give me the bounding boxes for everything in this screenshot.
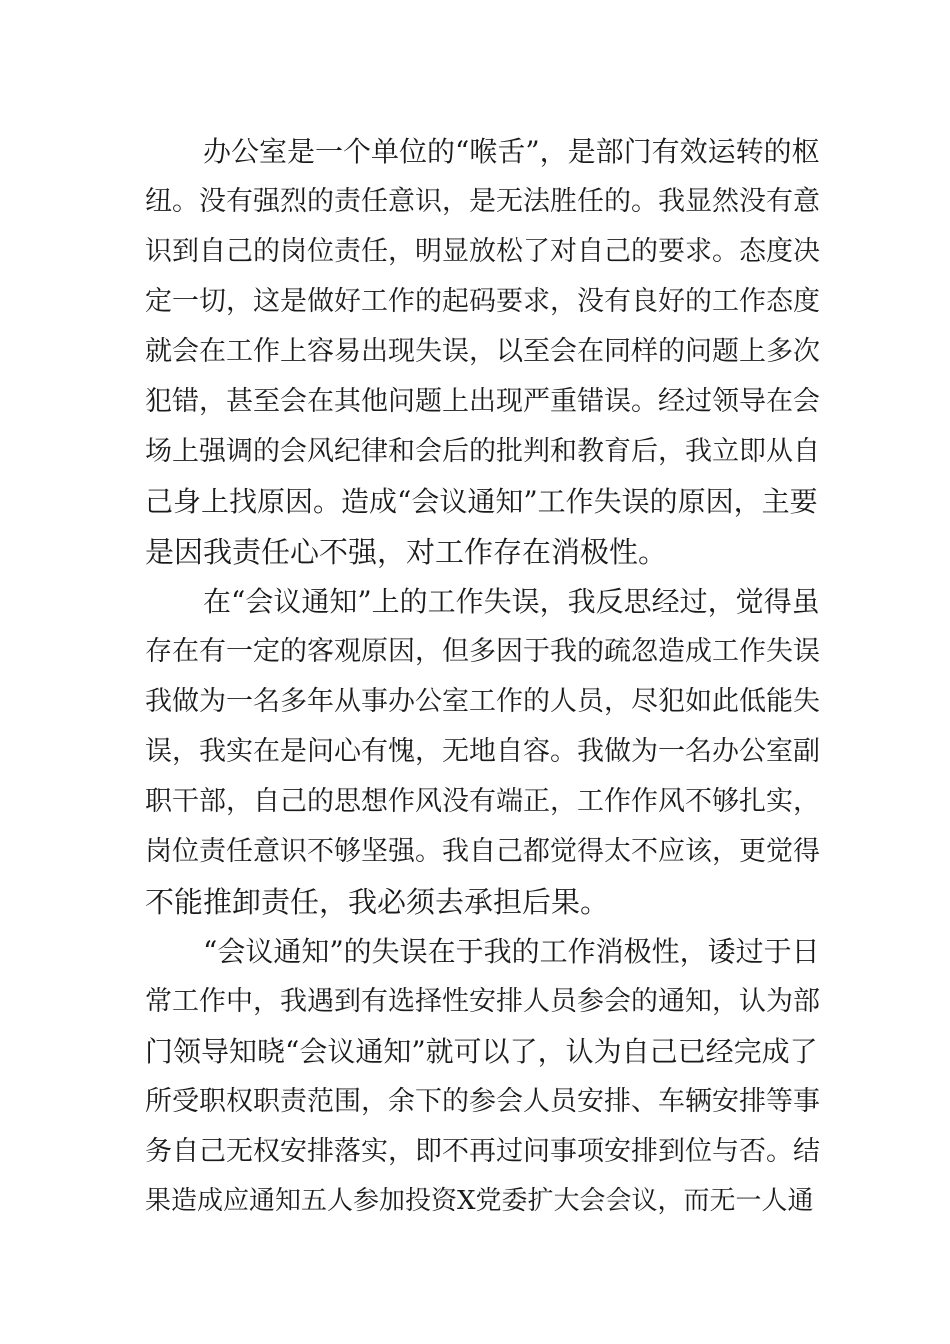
paragraph-2-line-5: 职干部，自己的思想作风没有端正，工作作风不够扎实，: [145, 786, 820, 817]
paragraph-1-line-1: 办公室是一个单位的“喉舌”，是部门有效运转的枢: [203, 135, 820, 168]
paragraph-1-line-6: 犯错，甚至会在其他问题上出现严重错误。经过领导在会: [145, 386, 820, 417]
paragraph-2-line-4: 误，我实在是问心有愧，无地自容。我做为一名办公室副: [145, 736, 820, 767]
paragraph-3-line-2: 常工作中，我遇到有选择性安排人员参会的通知，认为部: [145, 986, 820, 1017]
paragraph-1-line-5: 就会在工作上容易出现失误，以至会在同样的问题上多次: [145, 336, 820, 367]
paragraph-2-line-7: 不能推卸责任，我必须去承担后果。: [145, 885, 610, 919]
paragraph-2-line-6: 岗位责任意识不够坚强。我自己都觉得太不应该，更觉得: [145, 836, 820, 867]
paragraph-3-line-5: 务自己无权安排落实，即不再过问事项安排到位与否。结: [145, 1136, 820, 1167]
paragraph-2-line-2: 存在有一定的客观原因，但多因于我的疏忽造成工作失误: [145, 636, 820, 667]
paragraph-1-line-4: 定一切，这是做好工作的起码要求，没有良好的工作态度: [145, 286, 820, 317]
paragraph-1-line-2: 纽。没有强烈的责任意识，是无法胜任的。我显然没有意: [145, 186, 820, 217]
paragraph-3-line-6: 果造成应通知五人参加投资X党委扩大会会议，而无一人通: [145, 1186, 814, 1216]
paragraph-1-line-7: 场上强调的会风纪律和会后的批判和教育后，我立即从自: [145, 436, 820, 467]
paragraph-3-line-1: “会议通知”的失误在于我的工作消极性，诿过于日: [203, 935, 820, 968]
paragraph-3-line-3: 门领导知晓“会议通知”就可以了，认为自己已经完成了: [145, 1035, 818, 1068]
paragraph-3-line-4: 所受职权职责范围，余下的参会人员安排、车辆安排等事: [145, 1086, 820, 1117]
paragraph-1-line-3: 识到自己的岗位责任，明显放松了对自己的要求。态度决: [145, 236, 820, 267]
paragraph-2-line-1: 在“会议通知”上的工作失误，我反思经过，觉得虽: [203, 585, 820, 618]
paragraph-2-line-3: 我做为一名多年从事办公室工作的人员，尽犯如此低能失: [145, 686, 820, 717]
paragraph-1-line-9: 是因我责任心不强，对工作存在消极性。: [145, 535, 668, 569]
paragraph-1-line-8: 己身上找原因。造成“会议通知”工作失误的原因，主要: [145, 485, 818, 518]
